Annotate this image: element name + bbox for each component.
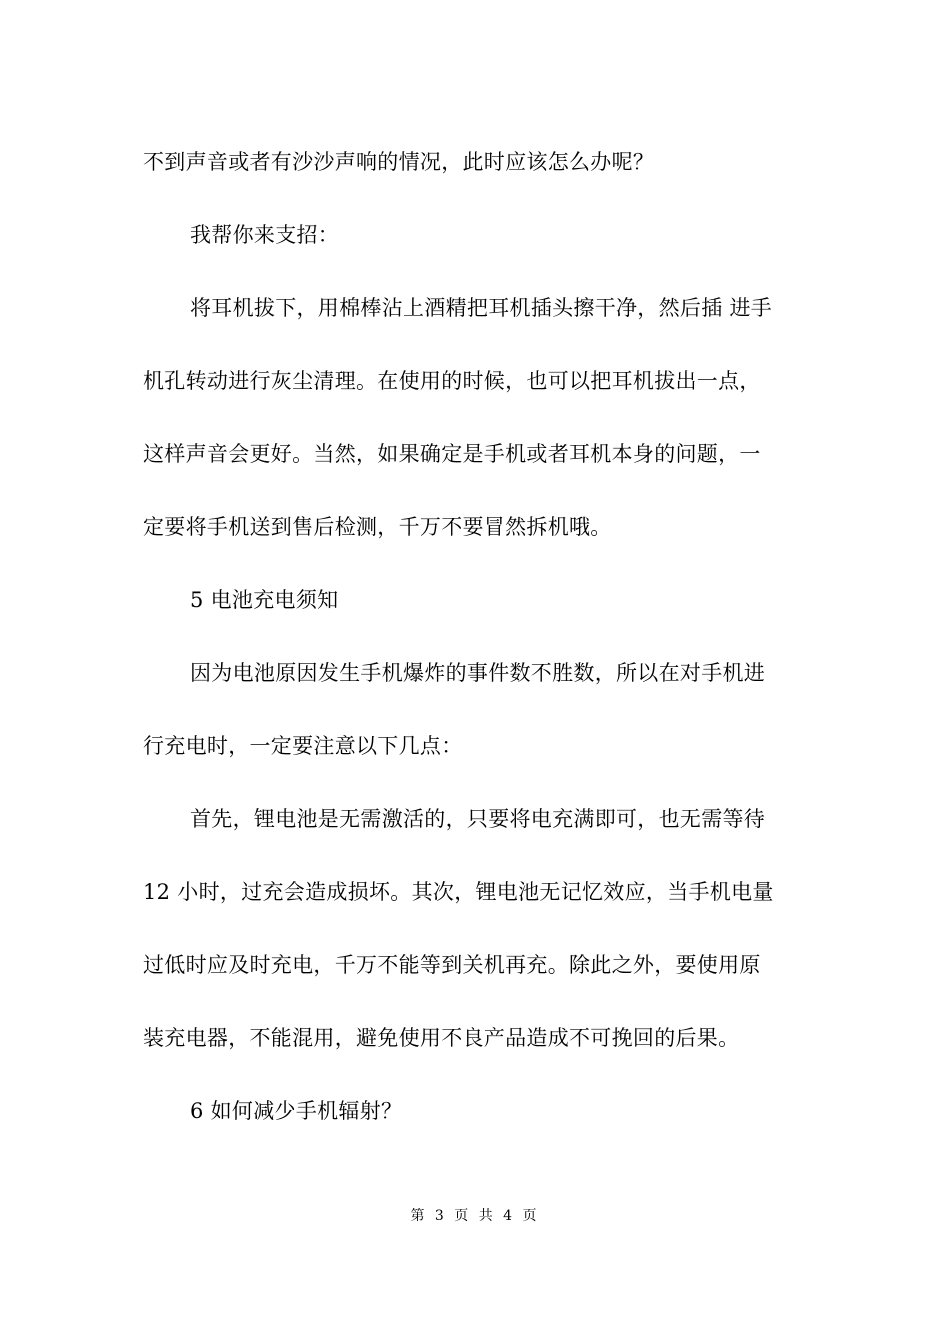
paragraph-line: 机孔转动进行灰尘清理。在使用的时候，也可以把耳机拔出一点，: [143, 369, 761, 393]
paragraph-line: 这样声音会更好。当然，如果确定是手机或者耳机本身的问题，一: [143, 442, 761, 466]
paragraph-line: 不到声音或者有沙沙声响的情况，此时应该怎么办呢？: [143, 150, 655, 174]
paragraph-line: 12 小时，过充会造成损坏。其次，锂电池无记忆效应，当手机电量: [143, 880, 774, 904]
paragraph-line: 我帮你来支招：: [190, 223, 340, 247]
paragraph-line: 装充电器，不能混用，避免使用不良产品造成不可挽回的后果。: [143, 1026, 740, 1050]
paragraph-line: 行充电时，一定要注意以下几点：: [143, 734, 463, 758]
section-heading: 5 电池充电须知: [190, 588, 339, 612]
page-number-footer: 第 3 页 共 4 页: [410, 1208, 540, 1224]
paragraph-line: 首先，锂电池是无需激活的，只要将电充满即可，也无需等待: [190, 807, 766, 831]
paragraph-line: 过低时应及时充电，千万不能等到关机再充。除此之外，要使用原: [143, 953, 761, 977]
section-heading: 6 如何减少手机辐射？: [190, 1099, 403, 1123]
document-body: [143, 126, 807, 1148]
paragraph-line: 将耳机拔下，用棉棒沾上酒精把耳机插头擦干净，然后插 进手: [190, 296, 773, 320]
paragraph-line: 因为电池原因发生手机爆炸的事件数不胜数，所以在对手机进: [190, 661, 766, 685]
paragraph-line: 定要将手机送到售后检测，千万不要冒然拆机哦。: [143, 515, 612, 539]
